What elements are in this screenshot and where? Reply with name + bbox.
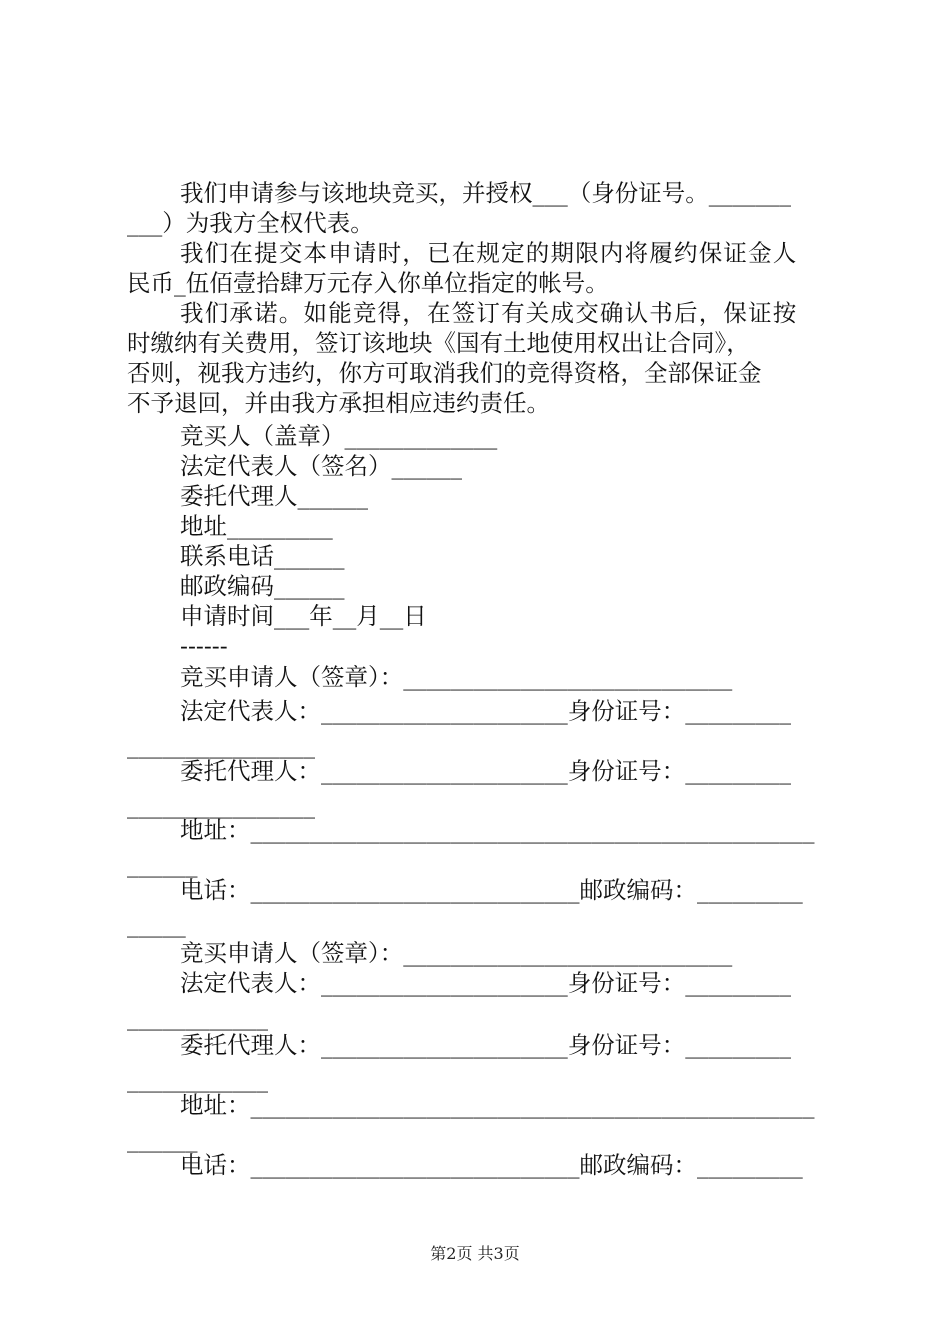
paragraph-deposit-line-2: 民币_伍佰壹拾肆万元存入你单位指定的帐号。 bbox=[127, 269, 609, 297]
legal-rep-id-field-2: 法定代表人：_____________________身份证号：_________ bbox=[180, 969, 791, 997]
address-field-2: 地址：________________________________________________ bbox=[180, 1091, 815, 1119]
paragraph-promise-line-4: 不予退回，并由我方承担相应违约责任。 bbox=[127, 389, 550, 417]
paragraph-promise-line-3: 否则，视我方违约，你方可取消我们的竞得资格，全部保证金 bbox=[127, 359, 762, 387]
address-continuation-2: ______ bbox=[127, 1125, 198, 1153]
address-continuation-1: ______ bbox=[127, 850, 198, 878]
legal-rep-id-continuation-1: ________________ bbox=[127, 731, 315, 759]
postcode-continuation-1: _____ bbox=[127, 910, 186, 938]
dash-separator: ------ bbox=[180, 632, 228, 660]
postcode-field: 邮政编码______ bbox=[180, 572, 345, 600]
bidder-seal-field: 竞买人（盖章）_____________ bbox=[180, 422, 498, 450]
applicant-signature-field-2: 竞买申请人（签章）：____________________________ bbox=[180, 939, 733, 967]
paragraph-authorize-line-2: ___）为我方全权代表。 bbox=[127, 209, 374, 237]
paragraph-deposit-line-1: 我们在提交本申请时，已在规定的期限内将履约保证金人 bbox=[180, 239, 798, 267]
address-field-1: 地址：________________________________________________ bbox=[180, 816, 815, 844]
paragraph-promise-line-2: 时缴纳有关费用，签订该地块《国有土地使用权出让合同》， bbox=[127, 329, 750, 357]
agent-id-continuation-2: ____________ bbox=[127, 1065, 268, 1093]
legal-rep-signature-field: 法定代表人（签名）______ bbox=[180, 452, 462, 480]
address-field: 地址_________ bbox=[180, 512, 333, 540]
agent-id-field-1: 委托代理人：_____________________身份证号：_________ bbox=[180, 757, 791, 785]
paragraph-authorize-line-1: 我们申请参与该地块竞买，并授权___（身份证号。_______ bbox=[180, 179, 791, 207]
agent-field: 委托代理人______ bbox=[180, 482, 368, 510]
agent-id-field-2: 委托代理人：_____________________身份证号：_________ bbox=[180, 1031, 791, 1059]
legal-rep-id-continuation-2: ____________ bbox=[127, 1003, 268, 1031]
application-date-field: 申请时间___年__月__日 bbox=[180, 602, 427, 630]
page-footer: 第2页 共3页 bbox=[430, 1244, 520, 1263]
agent-id-continuation-1: ________________ bbox=[127, 791, 315, 819]
paragraph-promise-line-1: 我们承诺。如能竞得，在签订有关成交确认书后，保证按 bbox=[180, 299, 798, 327]
phone-field: 联系电话______ bbox=[180, 542, 345, 570]
applicant-signature-field-1: 竞买申请人（签章）：____________________________ bbox=[180, 663, 733, 691]
phone-postcode-field-2: 电话：____________________________邮政编码：_________ bbox=[180, 1151, 803, 1179]
legal-rep-id-field-1: 法定代表人：_____________________身份证号：_________ bbox=[180, 697, 791, 725]
phone-postcode-field-1: 电话：____________________________邮政编码：_________ bbox=[180, 876, 803, 904]
